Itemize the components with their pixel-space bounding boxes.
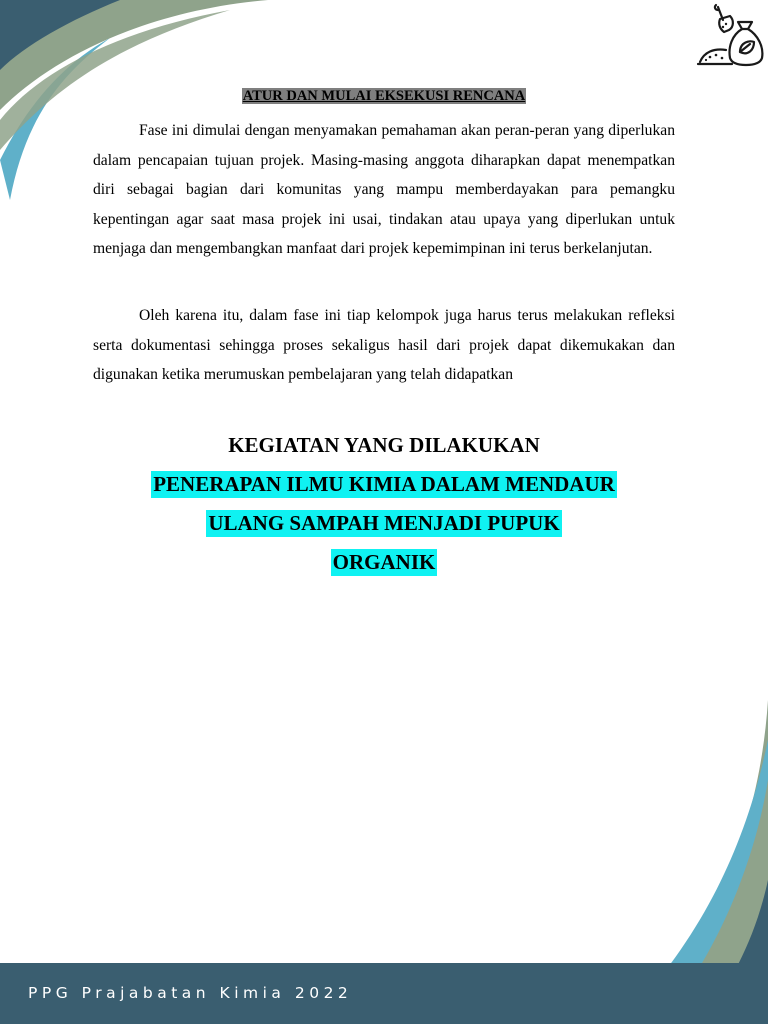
activity-line-2: [93, 509, 675, 537]
paragraph-1: Fase ini dimulai dengan menyamakan pemahaman akan peran-peran yang diperlukan dalam pencapaian tujuan projek. Masing-masing anggota diharapkan dapat menempatkan diri sebagai bagian dari komunitas yang mampu memberdayakan para pemangku kepentingan agar saat masa projek ini usai, tindakan atau upaya yang diperlukan untuk menjaga dan mengembangkan manfaat dari projek kepemimpinan ini terus berkelanjutan.: [93, 122, 675, 258]
fertilizer-bag-icon: [696, 2, 764, 68]
activity-line-3-text: ORGANIK: [332, 550, 436, 574]
activity-title: KEGIATAN YANG DILAKUKAN: [228, 433, 540, 457]
activity-line-1-text: PENERAPAN ILMU KIMIA DALAM MENDAUR: [153, 472, 615, 496]
section-heading: [93, 86, 675, 106]
activity-line-3: [93, 548, 675, 576]
activity-line-2-text: ULANG SAMPAH MENJADI PUPUK: [208, 511, 560, 535]
section-heading-text: ATUR DAN MULAI EKSEKUSI RENCANA: [242, 88, 526, 104]
activity-line-1: [93, 470, 675, 498]
paragraph-2: Oleh karena itu, dalam fase ini tiap kelompok juga harus terus melakukan refleksi serta dokumentasi sehingga proses sekaligus hasil dari projek dapat dikemukakan dan digunakan ketika merumuskan pembelajaran yang telah didapatkan: [93, 307, 675, 384]
footer-text: PPG Prajabatan Kimia 2022: [28, 984, 353, 1002]
